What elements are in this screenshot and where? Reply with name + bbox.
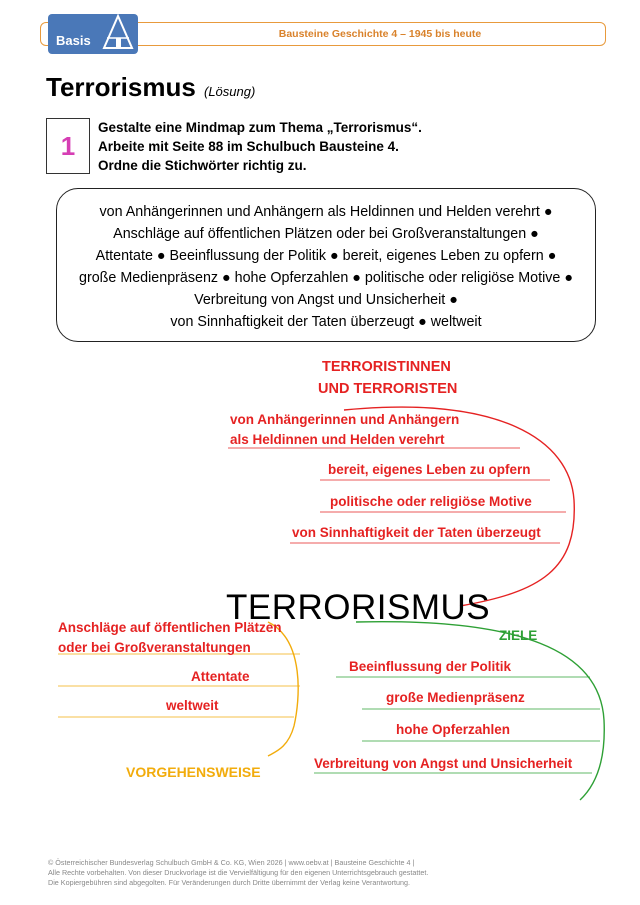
word-line-1: von Anhängerinnen und Anhängern als Heldinnen und Helden verehrt ● [99,204,553,220]
vorgehen-item1-line2: oder bei Großveranstaltungen [58,640,251,655]
page-title: Terrorismus [46,72,196,102]
ziele-item4: Verbreitung von Angst und Unsicherheit [314,756,573,771]
word-line-4: große Medienpräsenz ● hohe Opferzahlen ● politische oder religiöse Motive ● [79,270,573,286]
vorgehen-item3: weltweit [166,698,219,713]
ziele-item2: große Medienpräsenz [386,690,525,705]
word-line-3: Attentate ● Beeinflussung der Politik ● bereit, eigenes Leben zu opfern ● [95,248,557,264]
task-line-2: Arbeite mit Seite 88 im Schulbuch Bausteine 4. [98,139,399,154]
task-line-3: Ordne die Stichwörter richtig zu. [98,158,307,173]
vorgehen-label: VORGEHENSWEISE [126,764,261,780]
terroristen-item3: politische oder religiöse Motive [330,494,532,509]
logo-text: Basis [56,33,91,48]
terroristen-item1-line2: als Heldinnen und Helden verehrt [230,432,445,447]
header-title: Bausteine Geschichte 4 – 1945 bis heute [278,28,482,40]
footer-line-3: Die Kopiergebühren sind abgegolten. Für Veränderungen durch Dritte übernimmt der Verlag keine Verantwortung. [48,878,410,887]
mindmap-center-title: TERRORISMUS [226,588,491,627]
word-line-5: Verbreitung von Angst und Unsicherheit ● [194,292,458,308]
ziele-item3: hohe Opferzahlen [396,722,511,737]
terroristen-label-line1: TERRORISTINNEN [322,359,451,375]
terroristen-label-line2: UND TERRORISTEN [318,381,458,397]
footer-line-2: Alle Rechte vorbehalten. Von dieser Druckvorlage ist die Vervielfältigung für den eigenen Unterrichtsgebrauch gestattet. [48,868,429,877]
task-number: 1 [60,131,76,161]
terroristen-item1-line1: von Anhängerinnen und Anhängern [230,412,460,427]
footer-line-1: © Österreichischer Bundesverlag Schulbuch GmbH & Co. KG, Wien 2026 | www.oebv.at | Bausteine Geschichte 4 | [48,858,415,867]
ziele-item1: Beeinflussung der Politik [349,659,512,674]
terroristen-item4: von Sinnhaftigkeit der Taten überzeugt [292,525,541,540]
terroristen-item2: bereit, eigenes Leben zu opfern [328,462,531,477]
word-line-2: Anschläge auf öffentlichen Plätzen oder bei Großveranstaltungen ● [113,226,539,242]
word-line-6: von Sinnhaftigkeit der Taten überzeugt ● weltweit [170,314,482,330]
vorgehen-item1-line1: Anschläge auf öffentlichen Plätzen [58,620,282,635]
ziele-label: ZIELE [499,628,538,643]
page-subtitle: (Lösung) [204,84,256,99]
task-line-1: Gestalte eine Mindmap zum Thema „Terrorismus“. [98,120,422,135]
vorgehen-item2: Attentate [191,669,250,684]
